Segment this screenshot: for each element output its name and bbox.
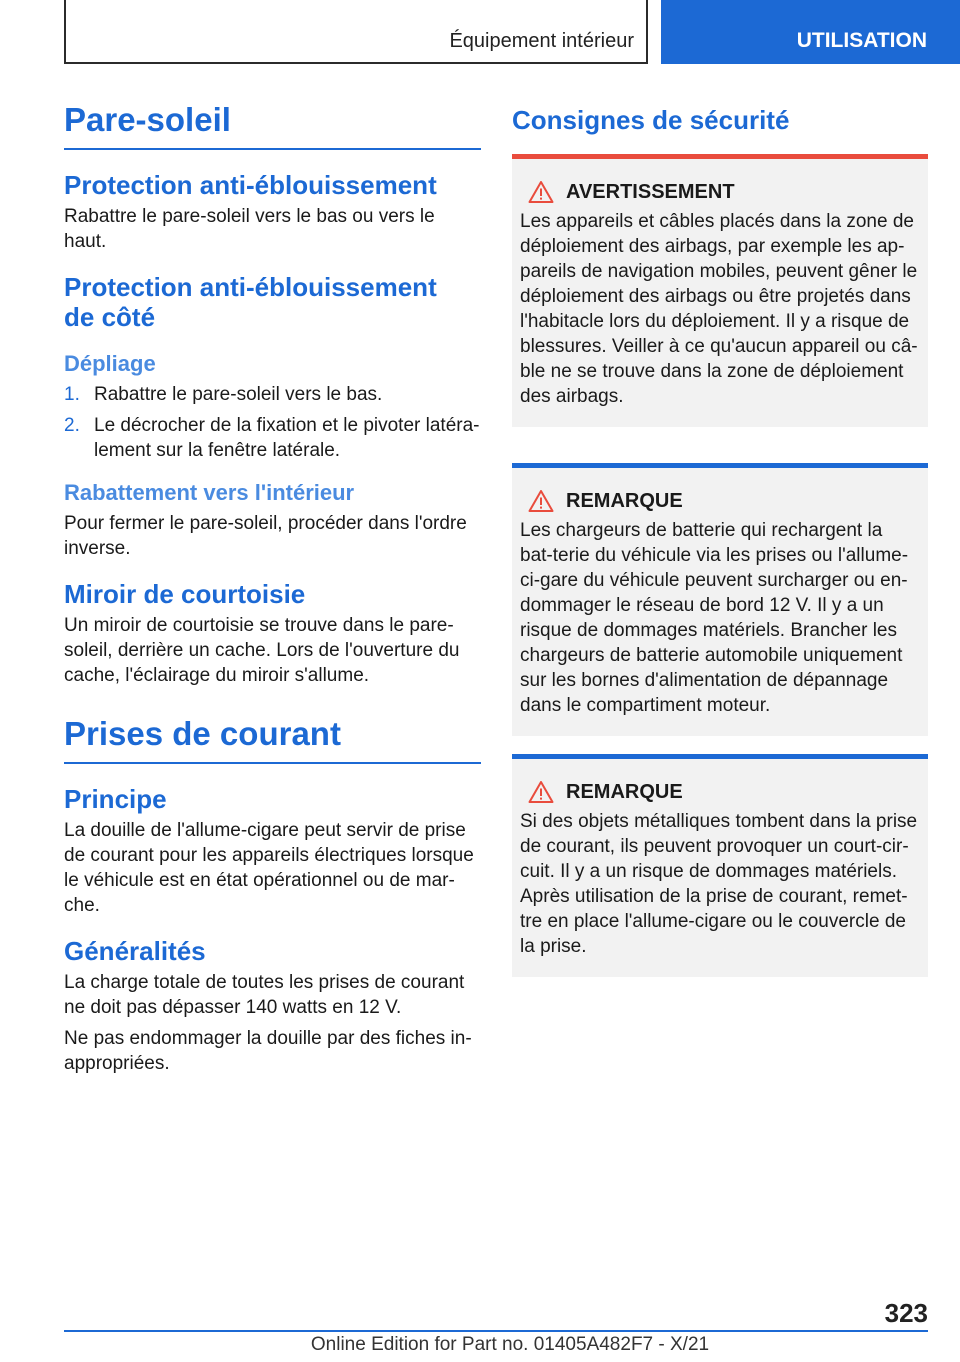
section-title-sunvisor: Pare-soleil [64, 100, 481, 150]
general-section [64, 936, 481, 1076]
notice-text: Si des objets métalliques tombent dans la prise de courant, ils peuvent provoquer un court-cir-cuit. Il y a un risque de dommages matériels. Après utilisation de la prise de courant, remet-tre en place l'allume-cigare ou le couvercle de la prise. [520, 811, 918, 957]
header-chapter: Équipement intérieur [64, 0, 648, 64]
page-number: 323 [884, 1298, 928, 1328]
section-title-sockets: Prises de courant [64, 714, 481, 764]
principle-section [64, 784, 481, 918]
list-item [64, 382, 481, 407]
heading-side-glare: Protection anti-éblouissement de côté [64, 272, 437, 332]
list-item [64, 413, 481, 463]
paragraph-general-1: La charge totale de toutes les prises de courant ne doit pas dépasser 140 watts en 12 V. [64, 972, 465, 1018]
warning-triangle-icon [528, 180, 554, 204]
paragraph-mirror: Un miroir de courtoisie se trouve dans le pare-soleil, derrière un cache. Lors de l'ouverture du cache, l'éclairage du miroir s'allume. [64, 615, 460, 686]
warning-box [512, 154, 928, 427]
step-text: Rabattre le pare-soleil vers le bas. [94, 384, 383, 405]
step-text: Le décrocher de la fixation et le pivoter latéra-lement sur la fenêtre latérale. [94, 415, 480, 461]
notice-label: REMARQUE [566, 781, 683, 803]
notice-box [512, 754, 928, 977]
footer-edition: Online Edition for Part no. 01405A482F7 - X/21 [310, 1334, 710, 1355]
glare-section [64, 170, 481, 254]
notice-text: Les chargeurs de batterie qui rechargent la bat-terie du véhicule via les prises ou l'allume-ci-gare du véhicule peuvent surcharger ou en-dommager le réseau de bord 12 V. Il y a un risque de dommages matériels. Brancher les chargeurs de batterie automobile uniquement sur les bornes d'alimentation de dépannage dans le compartiment moteur. [520, 520, 909, 716]
mirror-section [64, 579, 481, 688]
notice-box [512, 463, 928, 736]
paragraph-glare: Rabattre le pare-soleil vers le bas ou vers le haut. [64, 206, 435, 252]
warning-triangle-icon [528, 780, 554, 804]
step-number: 1. [64, 384, 80, 405]
side-glare-section [64, 272, 481, 561]
heading-glare: Protection anti-éblouissement [64, 170, 437, 200]
header-section-tab: UTILISATION [661, 0, 960, 64]
footer-divider [64, 1330, 928, 1332]
unfold-steps [64, 382, 481, 463]
notice-label: REMARQUE [566, 490, 683, 512]
heading-principle: Principe [64, 784, 167, 814]
paragraph-principle: La douille de l'allume-cigare peut servir de prise de courant pour les appareils électriques lorsque le véhicule est en état opérationnel ou de mar-che. [64, 820, 474, 916]
warning-triangle-icon [528, 489, 554, 513]
step-number: 2. [64, 415, 80, 436]
notice-title [520, 488, 920, 514]
notice-title [520, 179, 920, 205]
notice-label: AVERTISSEMENT [566, 181, 735, 203]
left-column [64, 96, 481, 1094]
right-column [512, 96, 928, 995]
heading-general: Généralités [64, 936, 206, 966]
paragraph-fold: Pour fermer le pare-soleil, procéder dans l'ordre inverse. [64, 513, 467, 559]
notice-title [520, 779, 920, 805]
paragraph-general-2: Ne pas endommager la douille par des fiches in-appropriées. [64, 1028, 472, 1074]
heading-unfold: Dépliage [64, 351, 156, 376]
section-title-safety: Consignes de sécurité [512, 105, 790, 135]
heading-mirror: Miroir de courtoisie [64, 579, 306, 609]
heading-fold: Rabattement vers l'intérieur [64, 480, 355, 505]
notice-text: Les appareils et câbles placés dans la zone de déploiement des airbags, par exemple les ap-pareils de navigation mobiles, peuvent gêner le déploiement des airbags ou être projetés dans l'habitacle lors du déploiement. Il y a risque de blessures. Veiller à ce qu'aucun appareil ou câ-ble ne se trouve dans la zone de déploiement des airbags. [520, 211, 918, 407]
